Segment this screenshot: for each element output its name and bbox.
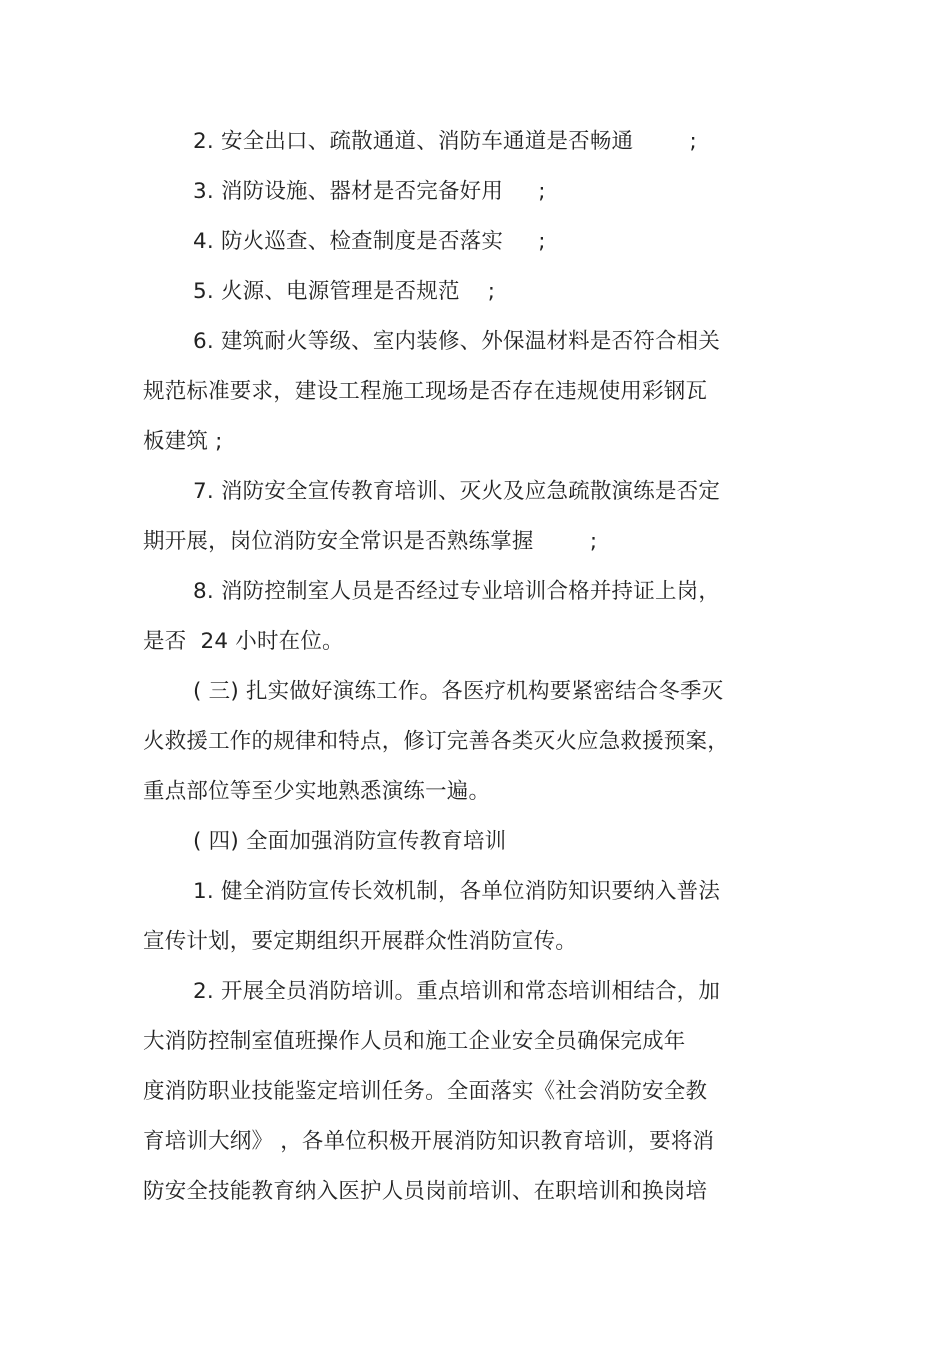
item-2-safety-exits: 2. 安全出口、疏散通道、消防车通道是否畅通 ; (193, 129, 697, 154)
section-4-item-2-line-3: 度消防职业技能鉴定培训任务。全面落实《社会消防安全教 (143, 1079, 708, 1104)
item-8-line-2: 是否 24 小时在位。 (143, 629, 344, 654)
section-4-item-2-line-2: 大消防控制室值班操作人员和施工企业安全员确保完成年 (143, 1029, 686, 1054)
section-4-item-2-line-1: 2. 开展全员消防培训。重点培训和常态培训相结合，加 (193, 979, 721, 1004)
item-4-fire-patrol: 4. 防火巡查、检查制度是否落实 ; (193, 229, 546, 254)
section-3-line-1: ( 三) 扎实做好演练工作。各医疗机构要紧密结合冬季灭 (193, 679, 724, 704)
item-6-line-2: 规范标准要求，建设工程施工现场是否存在违规使用彩钢瓦 (143, 379, 708, 404)
section-4-item-2-line-4: 育培训大纲》 ，各单位积极开展消防知识教育培训，要将消 (143, 1129, 715, 1154)
item-7-line-1: 7. 消防安全宣传教育培训、灭火及应急疏散演练是否定 (193, 479, 721, 504)
item-5-power-management: 5. 火源、电源管理是否规范 ; (193, 279, 496, 304)
section-4-item-2-line-5: 防安全技能教育纳入医护人员岗前培训、在职培训和换岗培 (143, 1179, 708, 1204)
section-4-heading: ( 四) 全面加强消防宣传教育培训 (193, 829, 507, 854)
item-6-line-1: 6. 建筑耐火等级、室内装修、外保温材料是否符合相关 (193, 329, 721, 354)
section-3-line-3: 重点部位等至少实地熟悉演练一遍。 (143, 779, 491, 804)
section-4-item-1-line-2: 宣传计划，要定期组织开展群众性消防宣传。 (143, 929, 578, 954)
section-3-line-2: 火救援工作的规律和特点，修订完善各类灭火应急救援预案， (143, 729, 729, 754)
item-7-line-2: 期开展，岗位消防安全常识是否熟练掌握 ; (143, 529, 598, 554)
item-3-fire-equipment: 3. 消防设施、器材是否完备好用 ; (193, 179, 546, 204)
section-4-item-1-line-1: 1. 健全消防宣传长效机制，各单位消防知识要纳入普法 (193, 879, 721, 904)
item-6-line-3: 板建筑 ; (143, 429, 223, 454)
item-8-line-1: 8. 消防控制室人员是否经过专业培训合格并持证上岗， (193, 579, 721, 604)
